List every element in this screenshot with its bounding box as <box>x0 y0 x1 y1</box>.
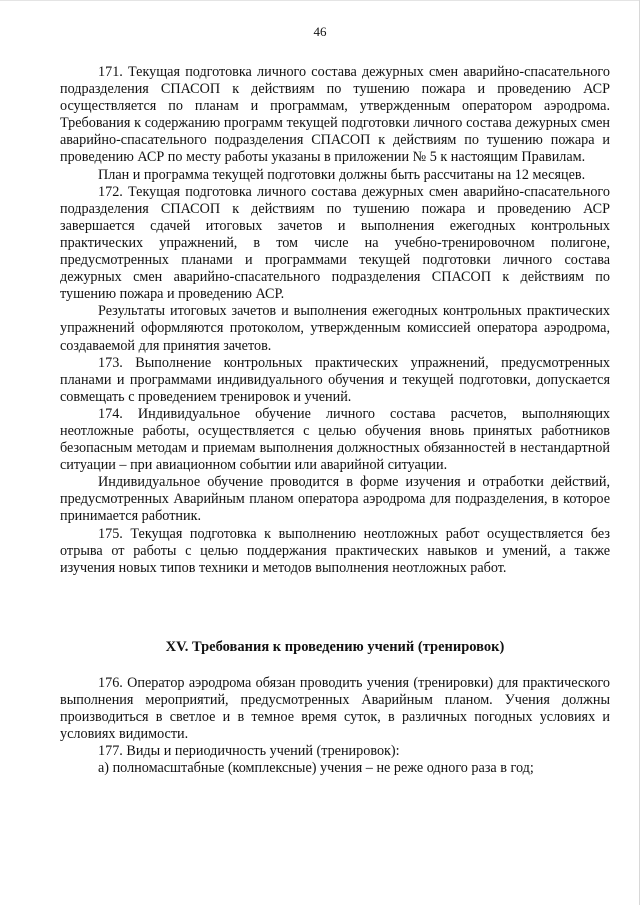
paragraph-175: 175. Текущая подготовка к выполнению неотложных работ осуществляется без отрыва от работы с целью поддержания практических навыков и умений, а также изучения новых типов техники и методов выполнения неотложных работ. <box>60 525 610 576</box>
paragraph-177-a: а) полномасштабные (комплексные) учения – не реже одного раза в год; <box>98 760 534 777</box>
paragraph-172: 172. Текущая подготовка личного состава дежурных смен аварийно-спасательного подразделения СПАСОП к действиям по тушению пожара и проведению АСР завершается сдачей итоговых зачетов и выполнения ежегодных контрольных практических упражнений, в том числе на учебно-тренировочном полигоне, предусмотренных планами и программами текущей подготовки личного состава дежурных смен аварийно-спасательного подразделения СПАСОП к действиям по тушению пожара и проведению АСР. <box>60 183 610 303</box>
paragraph-171: 171. Текущая подготовка личного состава дежурных смен аварийно-спасательного подразделения СПАСОП к действиям по тушению пожара и проведению АСР осуществляется по планам и программам, утвержденным оператором аэродрома. Требования к содержанию программ текущей подготовки личного состава дежурных смен аварийно-спасательного подразделения СПАСОП к действиям по тушению пожара и проведению АСР по месту работы указаны в приложении № 5 к настоящим Правилам. <box>60 64 610 166</box>
document-body <box>60 64 610 777</box>
paragraph-176: 176. Оператор аэродрома обязан проводить учения (тренировки) для практического выполнения мероприятий, предусмотренных Аварийным планом. Учения должны производиться в светлое и в темное время суток, в различных погодных условиях и условиях видимости. <box>60 674 610 743</box>
page-number: 46 <box>313 24 327 39</box>
paragraph-177: 177. Виды и периодичность учений (тренировок): <box>98 743 400 760</box>
section-heading: XV. Требования к проведению учений (тренировок) <box>165 638 505 655</box>
paragraph-171-plan: План и программа текущей подготовки должны быть рассчитаны на 12 месяцев. <box>98 166 586 183</box>
paragraph-172-results: Результаты итоговых зачетов и выполнения ежегодных контрольных практических упражнений оформляются протоколом, утвержденным комиссией оператора аэродрома, создаваемой для принятия зачетов. <box>60 303 610 354</box>
paragraph-174: 174. Индивидуальное обучение личного состава расчетов, выполняющих неотложные работы, осуществляется с целью обучения вновь принятых работников безопасным методам и приемам выполнения должностных обязанностей в нестандартной ситуации – при авиационном событии или аварийной ситуации. <box>60 405 610 474</box>
paragraph-173: 173. Выполнение контрольных практических упражнений, предусмотренных планами и программами индивидуального обучения и текущей подготовки, допускается совмещать с проведением тренировок и учений. <box>60 354 610 405</box>
scan-top-edge <box>0 0 640 1</box>
paragraph-174-individual: Индивидуальное обучение проводится в форме изучения и отработки действий, предусмотренных Аварийным планом оператора аэродрома для подразделения, в которое принимается работник. <box>60 474 610 525</box>
